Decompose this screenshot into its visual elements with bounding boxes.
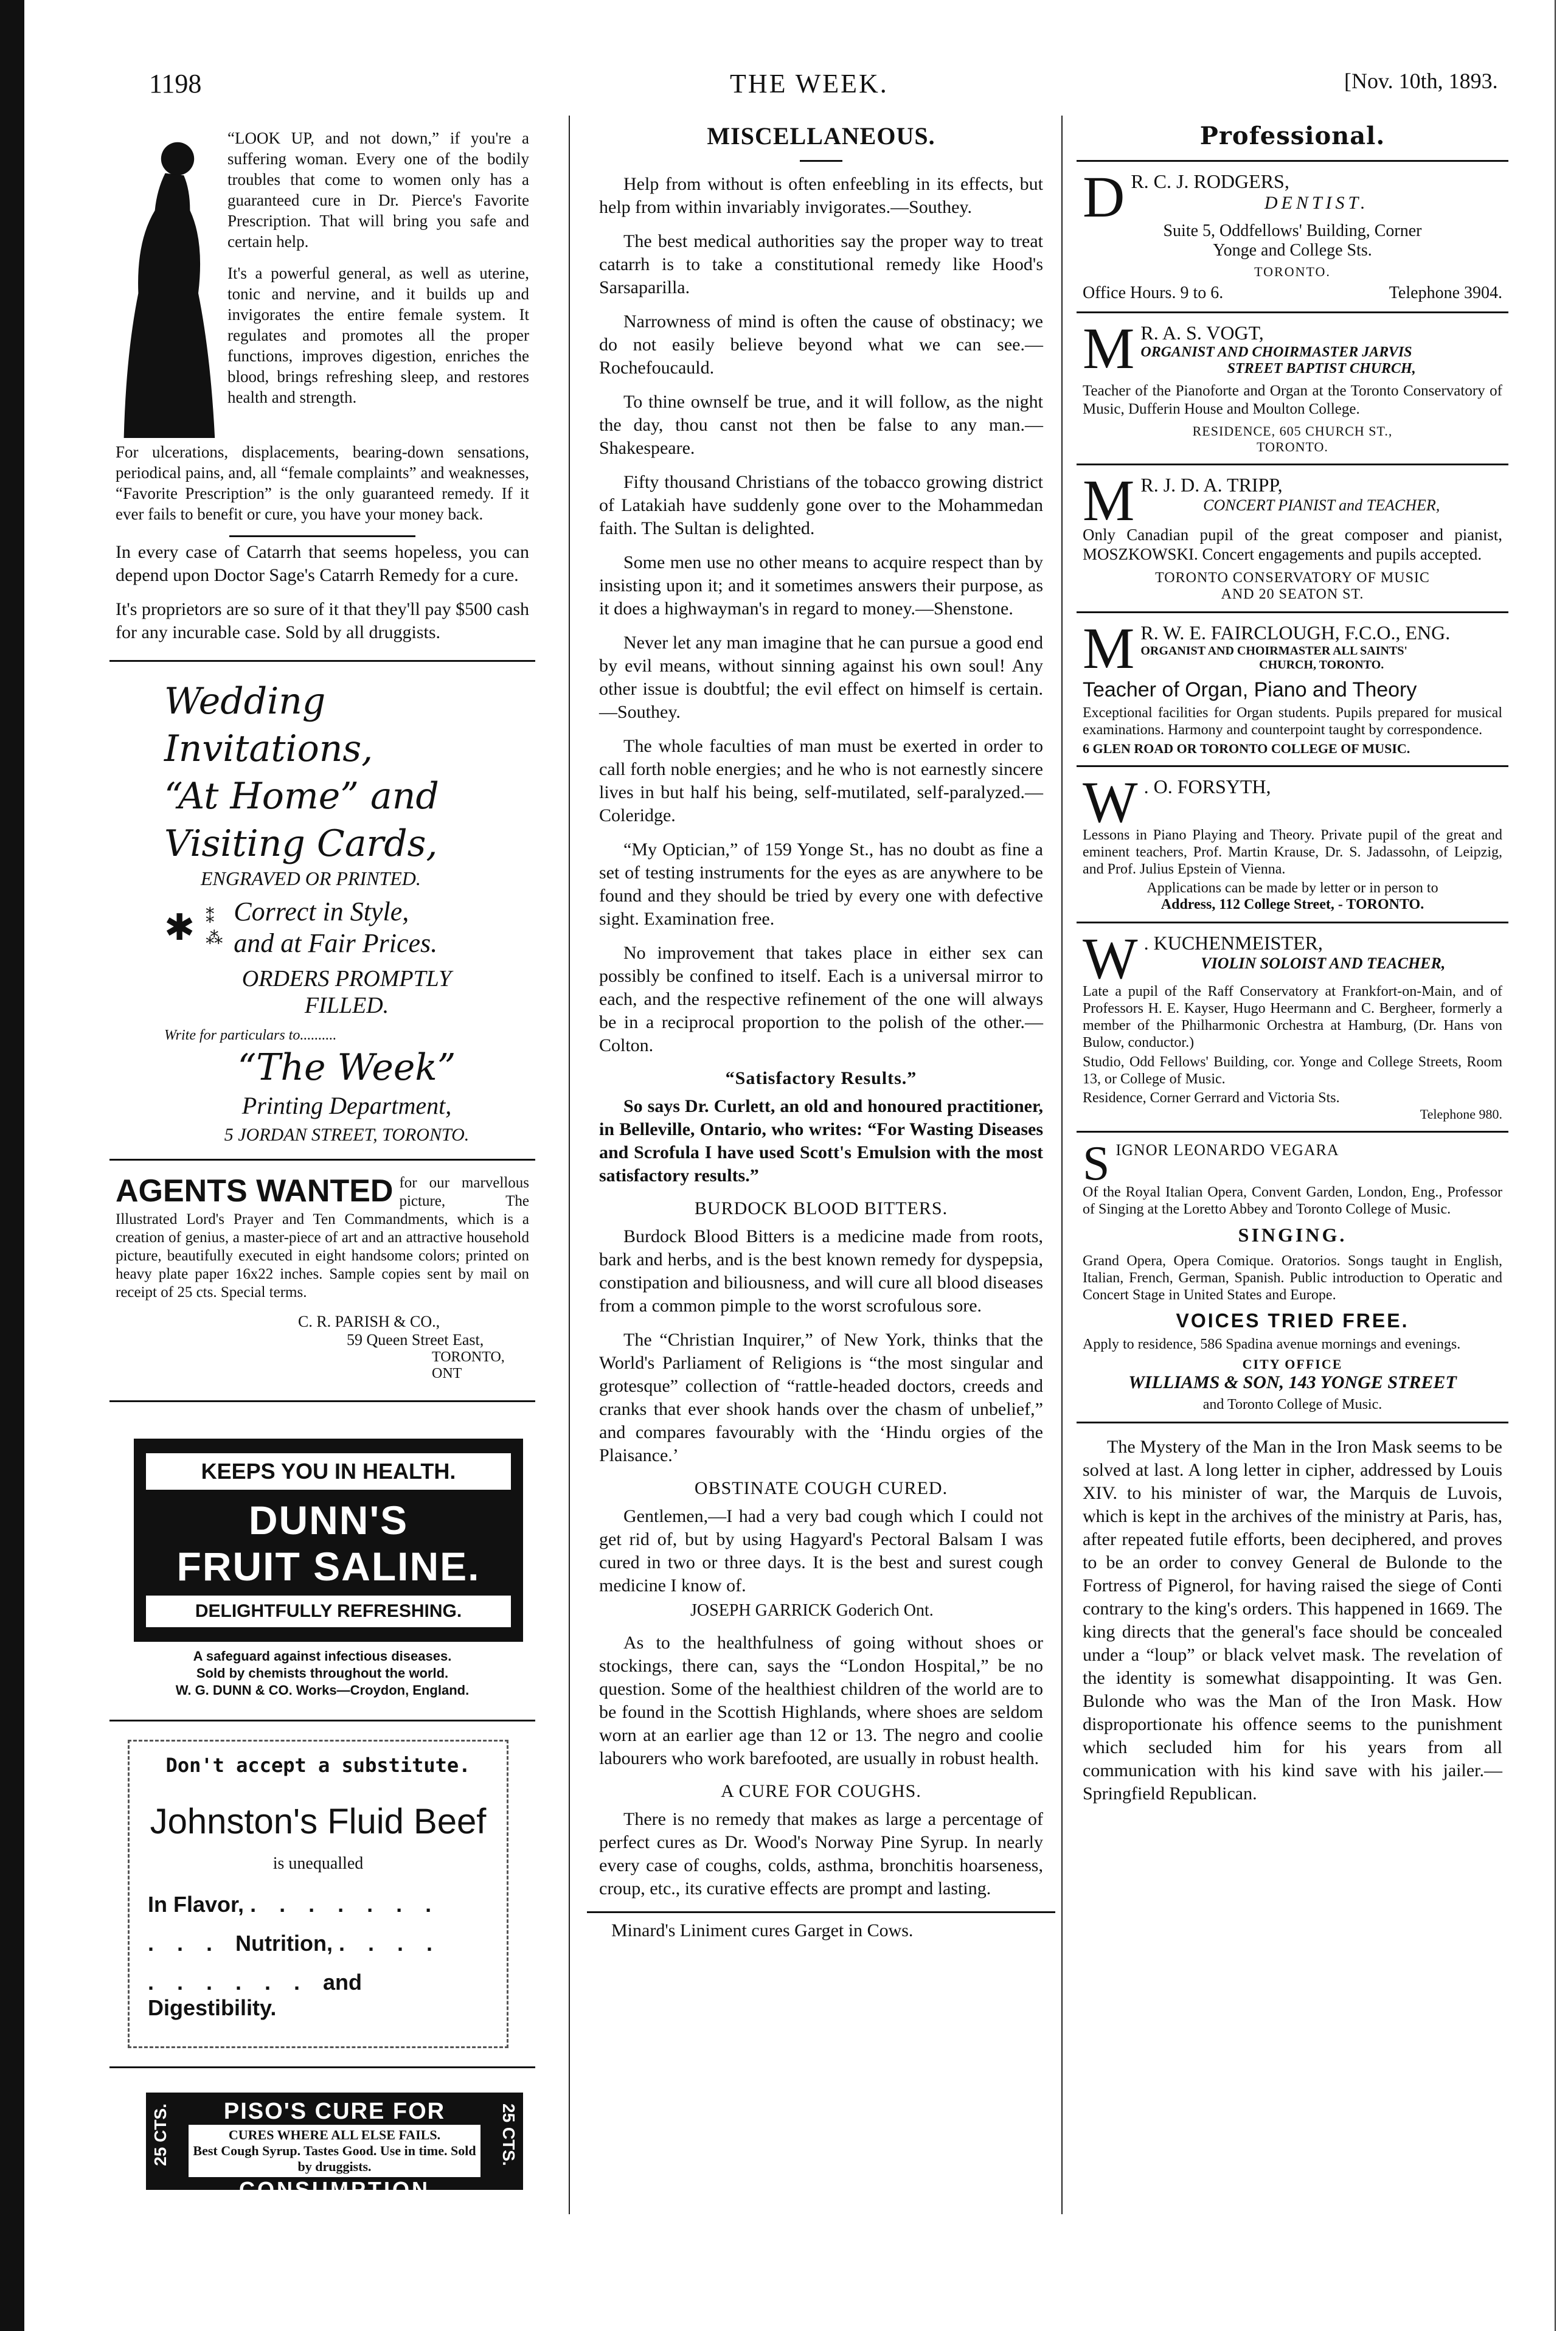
dot-leader: . . . . [339,1931,442,1956]
wedding-line: Visiting Cards, [164,822,438,865]
tripp-role: CONCERT PIANIST and TEACHER, [1203,496,1440,514]
piso-title: PISO'S CURE FOR [223,2099,446,2124]
column-divider [1061,116,1063,2214]
wedding-line: “At Home” and [164,775,439,818]
divider [1077,160,1508,162]
fair-prices-line: and at Fair Prices. [234,928,438,958]
cough-signature: JOSEPH GARRICK Goderich Ont. [690,1601,934,1620]
divider [109,660,535,662]
article-paragraph: Narrowness of mind is often the cause of obstinacy; we do not easily believe beyond what we can see.—Rochefoucauld. [599,311,1043,378]
rodgers-address: Suite 5, Oddfellows' Building, Corner [1163,221,1422,240]
professional-heading: Professional. [1199,122,1386,150]
forsyth-card [1083,769,1502,913]
parish-street: 59 Queen Street East, [347,1331,484,1349]
cure-heading: A CURE FOR COUGHS. [721,1781,921,1801]
piso-claim: CURES WHERE ALL ELSE FAILS. [228,2127,441,2142]
voices-tried-free: VOICES TRIED FREE. [1176,1310,1409,1332]
price-label: 25 CTS. [499,2103,518,2166]
divider [109,1720,535,1721]
dunn-footer: A safeguard against infectious diseases. [193,1648,452,1664]
article-paragraph: “My Optician,” of 159 Yonge St., has no doubt as fine a set of testing instruments for the eyes as are anywhere to be found and they should be tried by every one with defective sight. Examination free. [599,839,1043,929]
printing-dept: Printing Department, [241,1092,452,1119]
engraved-text: ENGRAVED OR PRINTED. [201,867,421,889]
fairclough-address: 6 GLEN ROAD OR TORONTO COLLEGE OF MUSIC. [1083,741,1410,756]
the-week-name: “The Week” [237,1046,456,1089]
page-number: 1198 [149,69,202,99]
forsyth-name: . O. FORSYTH, [1143,776,1271,797]
divider [109,1400,535,1402]
johnston-advertisement [128,1740,508,2048]
divider [1077,311,1508,313]
article-paragraph: Help from without is often enfeebling in its effects, but help from within invariably invigorates.—Southey. [599,174,1043,217]
fairclough-card [1083,616,1502,757]
article-paragraph: Some men use no other means to acquire respect than by insisting upon it; and it sometimes answers their purpose, as it does a highwayman's in regard to money.—Shenstone. [599,552,1043,619]
divider [1077,922,1508,923]
wedding-advertisement [116,678,529,1145]
dunn-name: DUNN'S [248,1498,409,1543]
tripp-card [1083,468,1502,603]
divider [109,1159,535,1161]
agents-text: for our marvellous picture, The Illustrated Lord's Prayer and Ten Commandments, which is a creation of genius, a master-piece of art and an attractive household picture, beautifully executed in eight handsome colors; printed on heavy plate paper 16x22 inches. Sample copies sent by mail on receipt of 25 cts. Special terms. [116,1175,529,1301]
vogt-residence: RESIDENCE, 605 CHURCH ST., [1192,423,1393,439]
article-paragraph: Never let any man imagine that he can pursue a good end by evil means, without sinning against his own soul! Any other issue is doubtful; the evil effect on himself is certain.—Southey. [599,633,1043,722]
dropcap-letter: M [1083,468,1135,533]
agents-wanted-title: AGENTS WANTED [116,1173,394,1209]
article-paragraph: The whole faculties of man must be exerted in order to call forth noble energies; and he who is not earnestly sincere lives in but half his being, self-mutilated, self-paralyzed.—Coleridge. [599,736,1043,825]
cough-heading: OBSTINATE COUGH CURED. [694,1478,948,1498]
price-label: 25 CTS. [151,2103,170,2166]
dunn-footer: W. G. DUNN & CO. Works—Croydon, England. [175,1683,470,1698]
catarrh-paragraph: It's proprietors are so sure of it that they'll pay $500 cash for any incurable case. Sold by all druggists. [116,599,529,642]
satisfactory-text: So says Dr. Curlett, an old and honoured practitioner, in Belleville, Ontario, who writes: “For Wasting Diseases and Scrofula I have used Scott's Emulsion with the most satisfactory results.” [599,1096,1043,1186]
tripp-text: Only Canadian pupil of the great composer and pianist, MOSZKOWSKI. Concert engagements and pupils accepted. [1083,526,1502,563]
minard-notice: Minard's Liniment cures Garget in Cows. [611,1920,914,1940]
miscellaneous-column [599,116,1043,1941]
tripp-address: TORONTO CONSERVATORY OF MUSIC [1155,570,1430,586]
right-page-edge [1555,0,1568,2331]
pierce-paragraph: It's a powerful general, as well as uterine, tonic and nervine, and it builds up and invigorates the entire female system. It regulates and promotes all the proper functions, improves digestion, enriches the blood, brings refreshing sleep, and restores health and strength. [227,264,529,406]
dropcap-letter: M [1083,316,1135,381]
rodgers-name: R. C. J. RODGERS, [1131,170,1289,192]
consumption-text: CONSUMPTION [239,2177,430,2202]
rodgers-city: TORONTO. [1254,264,1331,279]
vegara-card [1083,1137,1502,1413]
pierce-advertisement [116,116,529,644]
divider [109,2066,535,2068]
kuchenmeister-telephone: Telephone 980. [1420,1106,1502,1122]
pierce-paragraph: “LOOK UP, and not down,” if you're a suffering woman. Every one of the bodily troubles that come to women only has a guaranteed cure in Dr. Pierce's Favorite Prescription. That will bring you safe and certain help. [227,129,529,251]
rodgers-card [1083,164,1502,303]
singing-heading: SINGING. [1238,1224,1347,1246]
digestibility-line: and Digestibility. [148,1970,363,2020]
advertisement-column [116,116,529,2202]
office-hours: Office Hours. 9 to 6. [1083,283,1224,302]
dropcap-letter: D [1083,164,1125,229]
dropcap-letter: W [1083,926,1138,991]
vegara-college: and Toronto College of Music. [1202,1397,1382,1412]
agents-advertisement [116,1174,529,1382]
parish-firm: C. R. PARISH & CO., [298,1313,440,1330]
vogt-text: Teacher of the Pianoforte and Organ at the Toronto Conservatory of Music, Dufferin House and Moulton College. [1083,383,1502,417]
unequalled-text: is unequalled [272,1854,364,1873]
fairclough-role: CHURCH, TORONTO. [1259,658,1384,672]
fairclough-role: ORGANIST AND CHOIRMASTER ALL SAINTS' [1140,644,1407,658]
fruit-saline-name: FRUIT SALINE. [176,1544,480,1589]
vegara-apply: Apply to residence, 586 Spadina avenue mornings and evenings. [1083,1336,1461,1352]
burdock-text: Burdock Blood Bitters is a medicine made from roots, bark and herbs, and is the best known remedy for dyspepsia, constipation and biliousness, and will cure all blood diseases from a common pimple to the worst scrofulous sore. [599,1226,1043,1316]
johnston-name: Johnston's Fluid Beef [150,1802,487,1841]
christian-inquirer-text: The “Christian Inquirer,” of New York, thinks that the World's Parliament of Religions is “the most singular and grotesque” collection of “rattle-headed doctors, creeds and cranks that ever shook hands over the chasm of unbelief,” and compares favourably with the ‘Hindu orgies of the Plaisance.’ [599,1330,1043,1465]
issue-date: [Nov. 10th, 1893. [1344,69,1498,93]
satisfactory-heading: “Satisfactory Results.” [725,1068,917,1088]
miscellaneous-heading: MISCELLANEOUS. [707,122,935,150]
dot-leader: . . . [148,1931,236,1956]
fairclough-name: R. W. E. FAIRCLOUGH, F.C.O., ENG. [1140,622,1451,644]
vogt-city: TORONTO. [1257,439,1328,454]
divider [229,535,415,537]
divider [1077,464,1508,465]
kuchenmeister-role: VIOLIN SOLOIST AND TEACHER, [1201,954,1446,972]
burdock-heading: BURDOCK BLOOD BITTERS. [694,1198,948,1218]
wedding-line: Wedding [164,680,326,723]
cough-text: Gentlemen,—I had a very bad cough which I could not get rid of, but by using Hagyard's Pectoral Balsam I was cured in two or three days. It is the best and surest cough medicine I know of. [599,1506,1043,1596]
kuchenmeister-text: Late a pupil of the Raff Conservatory at Frankfort-on-Main, and of Professors H. E. Kayser, Hugo Heermann and C. Bergheer, formerly a member of the Philharmonic Orchestra at Hamburg, (Dr. Hans von Bulow, conductor.) [1083,984,1502,1051]
divider [587,1911,1055,1913]
fairclough-text: Exceptional facilities for Organ students. Pupils prepared for musical examinations. Harmony and counterpoint taught by correspondence. [1083,705,1502,738]
dunn-advertisement [116,1439,529,1699]
vegara-text: Of the Royal Italian Opera, Convent Garden, London, Eng., Professor of Singing at the Loretto Abbey and Toronto College of Music. [1083,1184,1502,1217]
write-text: Write for particulars to.......... [164,1027,337,1043]
catarrh-paragraph: In every case of Catarrh that seems hopeless, you can depend upon Doctor Sage's Catarrh Remedy for a cure. [116,542,529,585]
column-divider [569,116,570,2214]
vegara-name: IGNOR LEONARDO VEGARA [1115,1141,1339,1159]
filled-line: FILLED. [304,993,389,1018]
dropcap-letter: S [1083,1137,1110,1190]
asterisk-icon: ✱ [164,908,195,948]
left-page-edge [0,0,24,2331]
forsyth-address: Address, 112 College Street, - TORONTO. [1160,897,1424,912]
vogt-card [1083,316,1502,455]
nutrition-line: Nutrition, [235,1931,333,1956]
kuchenmeister-card [1083,926,1502,1122]
keeps-health-banner: KEEPS YOU IN HEALTH. [146,1453,511,1490]
article-paragraph: The best medical authorities say the proper way to treat catarrh is to take a constitutional remedy like Hood's Sarsaparilla. [599,231,1043,297]
wedding-line: Invitations, [164,728,373,770]
correct-style-line: Correct in Style, [234,897,409,926]
woman-silhouette-icon [116,128,219,438]
divider [800,160,842,162]
cure-text: There is no remedy that makes as large a percentage of perfect cures as Dr. Wood's Norway Pine Syrup. In nearly every case of coughs, colds, asthma, bronchitis hoarseness, croup, etc., its curative effects are prompt and lasting. [599,1809,1043,1898]
dropcap-letter: W [1083,769,1138,835]
rodgers-address: Yonge and College Sts. [1213,241,1372,260]
fairclough-teach: Teacher of Organ, Piano and Theory [1083,678,1417,701]
refreshing-banner: DELIGHTFULLY REFRESHING. [146,1596,511,1627]
divider [1077,765,1508,767]
divider [1077,1131,1508,1133]
forsyth-apply: Applications can be made by letter or in person to [1147,880,1438,896]
tripp-name: R. J. D. A. TRIPP, [1140,474,1283,496]
tripp-address: AND 20 SEATON ST. [1221,586,1364,602]
kuchenmeister-residence: Residence, Corner Gerrard and Victoria Sts. [1083,1090,1340,1106]
professional-column [1083,116,1502,1816]
piso-instructions: Best Cough Syrup. Tastes Good. Use in time. Sold by druggists. [193,2143,476,2174]
dropcap-letter: M [1083,616,1135,681]
vogt-role: ORGANIST AND CHOIRMASTER JARVIS [1140,344,1412,360]
article-paragraph: To thine ownself be true, and it will follow, as the night the day, thou canst not then be false to any man.—Shakespeare. [599,392,1043,458]
dot-leader: . . . . . . . [250,1892,440,1917]
rodgers-role: DENTIST. [1264,193,1369,213]
city-office-label: CITY OFFICE [1242,1357,1343,1372]
vegara-text2: Grand Opera, Opera Comique. Oratorios. Songs taught in English, Italian, French, German, Spanish. Public introduction to Operatic and Concert Stage in United States and Europe. [1083,1253,1502,1303]
newspaper-title: THE WEEK. [730,69,889,99]
iron-mask-article: The Mystery of the Man in the Iron Mask seems to be solved at last. A long letter in cipher, addressed by Louis XIV. to his minister of war, the Marquis de Luvois, which is kept in the archives of the ministry at Paris, has, after repeated futile efforts, been deciphered, and proves to be an order to convey General de Bulonde to the Fortress of Pignerol, for having raised the siege of Conti contrary to the king's orders. This happened in 1669. The king directs that the general's face should be concealed under a “loup” or black velvet mask. The revelation of the identity is somewhat disappointing. It was Gen. Bulonde who was the Man of the Iron Mask. How disproportionate his offence seems to the punishment which secluded him for his years from all communication with his kind save with his jailer.—Springfield Republican. [1083,1437,1502,1804]
forsyth-text: Lessons in Piano Playing and Theory. Private pupil of the great and eminent teachers, Prof. Martin Krause, Dr. S. Jadassohn, of Leipzig, and Prof. Julius Epstein of Vienna. [1083,827,1502,877]
orders-line: ORDERS PROMPTLY [241,966,452,992]
pierce-paragraph: For ulcerations, displacements, bearing-down sensations, periodical pains, and, all “female complaints” and weaknesses, “Favorite Prescription” is the only guaranteed remedy. If it ever fails to benefit or cure, you have your money back. [116,443,529,523]
shoes-text: As to the healthfulness of going without shoes or stockings, there can, says the “London Hospital,” be no question. Some of the healthiest children of the world are to be found in the Scottish Highlands, where shoes are seldom worn at an earlier age than 12 or 13. The negro and coolie labourers who work barefooted, are usually in robust health. [599,1633,1043,1768]
kuchenmeister-studio: Studio, Odd Fellows' Building, cor. Yonge and College Streets, Room 13, or College of Music. [1083,1054,1502,1087]
telephone: Telephone 3904. [1389,283,1502,302]
article-paragraph: No improvement that takes place in either sex can possibly be confined to itself. Each is a universal mirror to each, and the respective refinement of the one will always be in a reciprocal proportion to the polish of the other.—Colton. [599,943,1043,1055]
divider [1077,611,1508,613]
jordan-address: 5 JORDAN STREET, TORONTO. [224,1125,470,1145]
vogt-name: R. A. S. VOGT, [1140,322,1264,344]
piso-advertisement [146,2093,523,2202]
kuchenmeister-name: . KUCHENMEISTER, [1143,932,1323,954]
article-paragraph: Fifty thousand Christians of the tobacco growing district of Latakiah have suddenly gone over to the Mohammedan faith. The Sultan is delighted. [599,472,1043,538]
dot-leader: . . . . . . [148,1970,324,1995]
substitute-warning: Don't accept a substitute. [165,1754,471,1777]
flavor-line: In Flavor, [148,1892,245,1917]
parish-city: TORONTO, ONT [432,1349,505,1381]
vogt-role: STREET BAPTIST CHURCH, [1227,361,1416,377]
williams-address: WILLIAMS & SON, 143 YONGE STREET [1128,1372,1457,1392]
dunn-footer: Sold by chemists throughout the world. [196,1666,449,1681]
stars-icon: ⁑ ⁂ [206,908,223,948]
divider [1077,1422,1508,1423]
